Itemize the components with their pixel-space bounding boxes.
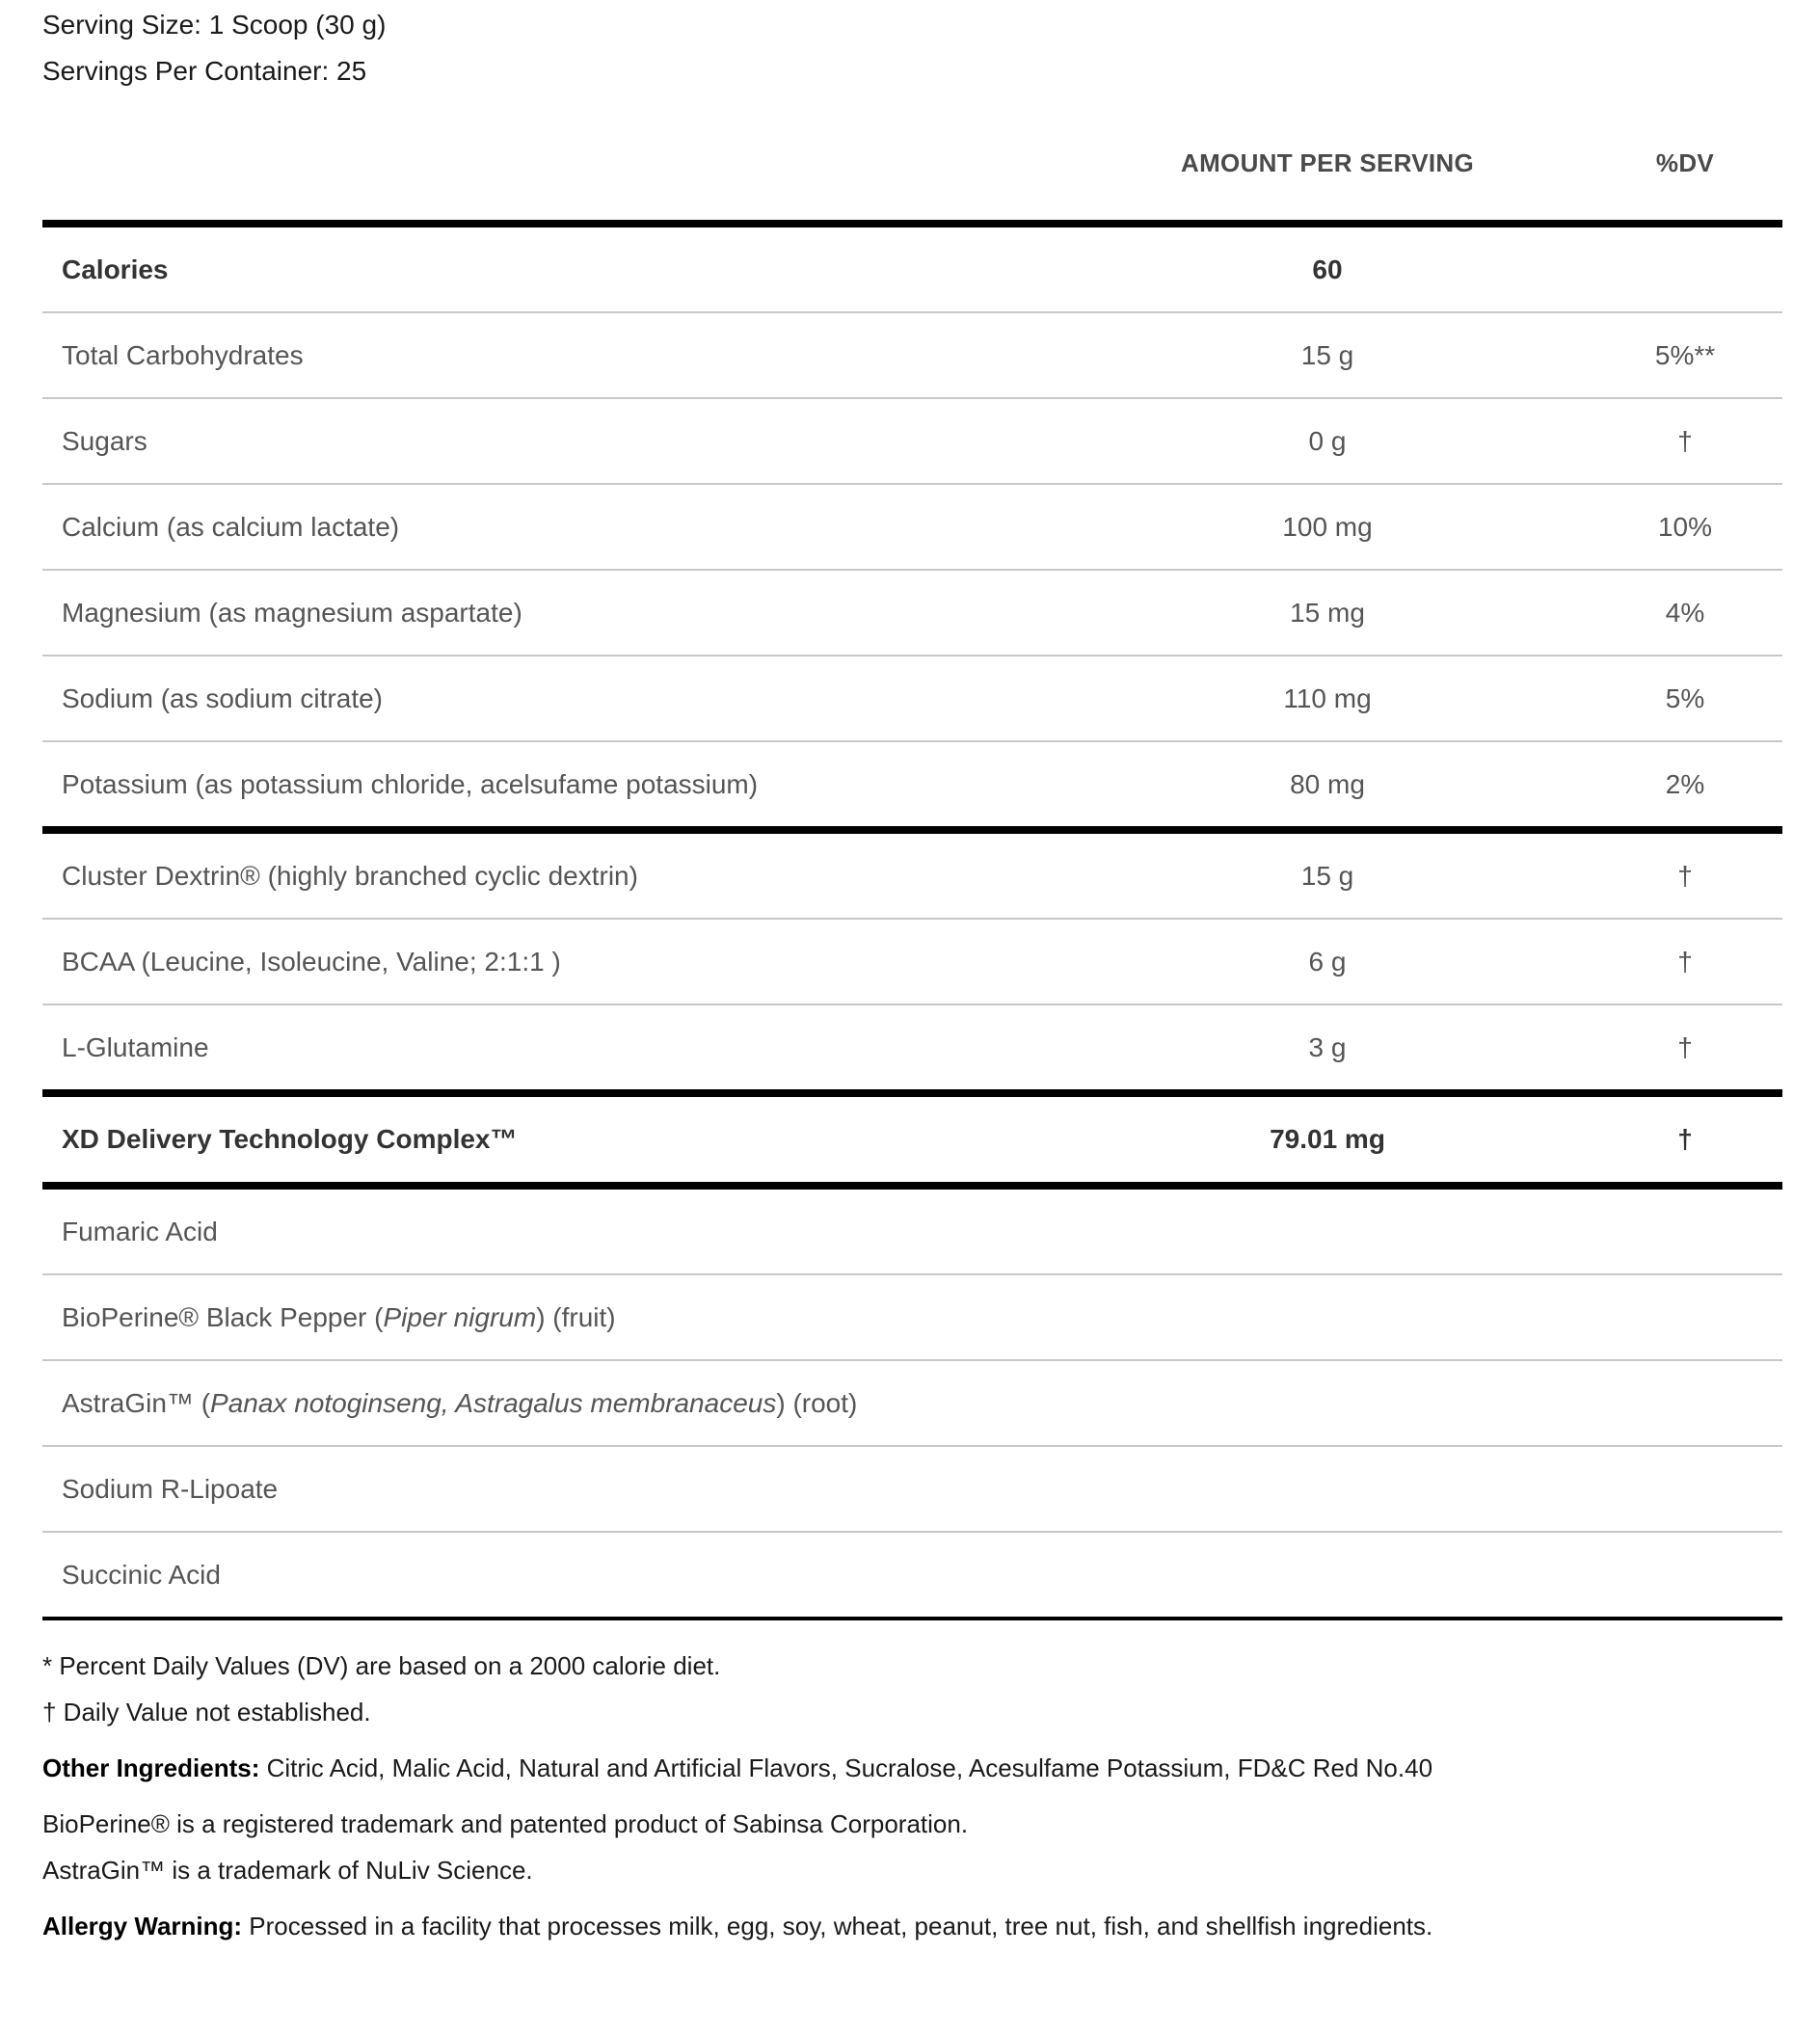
row-name-suffix: ) (root) (776, 1387, 858, 1418)
row-name: Sodium R-Lipoate (62, 1473, 279, 1504)
footnote-percent-dv: * Percent Daily Values (DV) are based on a 2000 calorie diet. (42, 1651, 721, 1680)
table-row-l-glutamine (42, 1005, 1782, 1089)
allergy-warning-label: Allergy Warning: (42, 1912, 243, 1940)
row-name: Succinic Acid (62, 1559, 221, 1590)
table-row-bcaa (42, 920, 1782, 1005)
row-name: BCAA (Leucine, Isoleucine, Valine; 2:1:1 ) (62, 946, 561, 977)
row-name-latin: Panax notoginseng, Astragalus membranaceus (210, 1387, 777, 1418)
table-row-sodium-r-lipoate (42, 1447, 1782, 1533)
row-name: Total Carbohydrates (62, 339, 304, 370)
table-row-magnesium (42, 571, 1782, 656)
row-dv: † (1677, 946, 1693, 977)
table-row-sodium (42, 656, 1782, 742)
bioperine-trademark: BioPerine® is a registered trademark and patented product of Sabinsa Corporation. (42, 1809, 969, 1838)
row-amount: 15 g (1300, 860, 1354, 891)
row-amount: 100 mg (1282, 511, 1373, 542)
row-name: Magnesium (as magnesium aspartate) (62, 597, 522, 628)
other-ingredients (42, 1753, 1432, 1783)
row-name: XD Delivery Technology Complex™ (62, 1124, 518, 1154)
row-dv: 10% (1657, 511, 1713, 542)
table-row-calories (42, 227, 1782, 313)
row-amount: 110 mg (1283, 682, 1372, 713)
row-name-prefix: BioPerine® Black Pepper ( (62, 1301, 384, 1332)
row-amount: 79.01 mg (1270, 1124, 1385, 1154)
row-amount: 60 (1312, 254, 1343, 284)
other-ingredients-text: Citric Acid, Malic Acid, Natural and Artificial Flavors, Sucralose, Acesulfame Potassium, FD&C Red No.40 (259, 1753, 1433, 1782)
daily-value-header: %DV (1655, 148, 1715, 177)
row-dv: 5%** (1654, 339, 1716, 370)
row-name-prefix: AstraGin™ ( (62, 1387, 211, 1418)
table-row-succinic-acid (42, 1533, 1782, 1617)
row-name: Potassium (as potassium chloride, acelsufame potassium) (62, 768, 759, 799)
table-row-cluster-dextrin (42, 834, 1782, 920)
table-row-calcium (42, 485, 1782, 571)
row-amount: 80 mg (1290, 768, 1365, 799)
row-amount: 0 g (1308, 425, 1347, 456)
row-dv: † (1677, 1031, 1693, 1062)
row-name: L-Glutamine (62, 1031, 209, 1062)
footnote-dagger: † Daily Value not established. (42, 1698, 371, 1726)
row-name: Calories (62, 254, 169, 284)
row-amount: 15 g (1300, 339, 1354, 370)
row-amount: 15 mg (1290, 597, 1365, 628)
table-row-total-carbohydrates (42, 313, 1782, 399)
thick-divider (42, 1182, 1782, 1190)
table-row-bioperine (42, 1275, 1782, 1361)
thick-divider (42, 826, 1782, 834)
row-dv: 2% (1665, 768, 1705, 799)
row-name: Calcium (as calcium lactate) (62, 511, 400, 542)
row-amount: 6 g (1308, 946, 1347, 977)
row-amount: 3 g (1308, 1031, 1347, 1062)
row-dv: † (1677, 425, 1693, 456)
table-row-fumaric-acid (42, 1190, 1782, 1275)
nutrition-table (42, 220, 1782, 1620)
thick-divider (42, 220, 1782, 227)
serving-size: Serving Size: 1 Scoop (30 g) (42, 10, 387, 40)
amount-per-serving-header: AMOUNT PER SERVING (1181, 148, 1474, 177)
row-dv: 4% (1665, 597, 1705, 628)
row-name-latin: Piper nigrum (383, 1301, 537, 1332)
table-row-sugars (42, 399, 1782, 485)
allergy-warning (42, 1912, 1432, 1941)
table-row-astragin (42, 1361, 1782, 1447)
row-name: Fumaric Acid (62, 1216, 218, 1246)
row-name: Cluster Dextrin® (highly branched cyclic dextrin) (62, 860, 638, 891)
row-name-suffix: ) (fruit) (536, 1301, 616, 1332)
other-ingredients-label: Other Ingredients: (42, 1753, 260, 1782)
row-dv: † (1677, 860, 1693, 891)
thick-divider (42, 1089, 1782, 1097)
servings-per-container: Servings Per Container: 25 (42, 56, 367, 86)
astragin-trademark: AstraGin™ is a trademark of NuLiv Science. (42, 1856, 533, 1885)
bottom-divider (42, 1617, 1782, 1620)
table-row-xd-complex (42, 1097, 1782, 1182)
allergy-warning-text: Processed in a facility that processes milk, egg, soy, wheat, peanut, tree nut, fish, and shellfish ingredients. (242, 1912, 1433, 1940)
row-name (62, 1302, 616, 1333)
row-dv: 5% (1665, 682, 1705, 713)
row-name: Sodium (as sodium citrate) (62, 682, 384, 713)
table-row-potassium (42, 742, 1782, 826)
row-name (62, 1388, 857, 1419)
row-name: Sugars (62, 425, 147, 456)
row-dv: † (1677, 1124, 1693, 1154)
